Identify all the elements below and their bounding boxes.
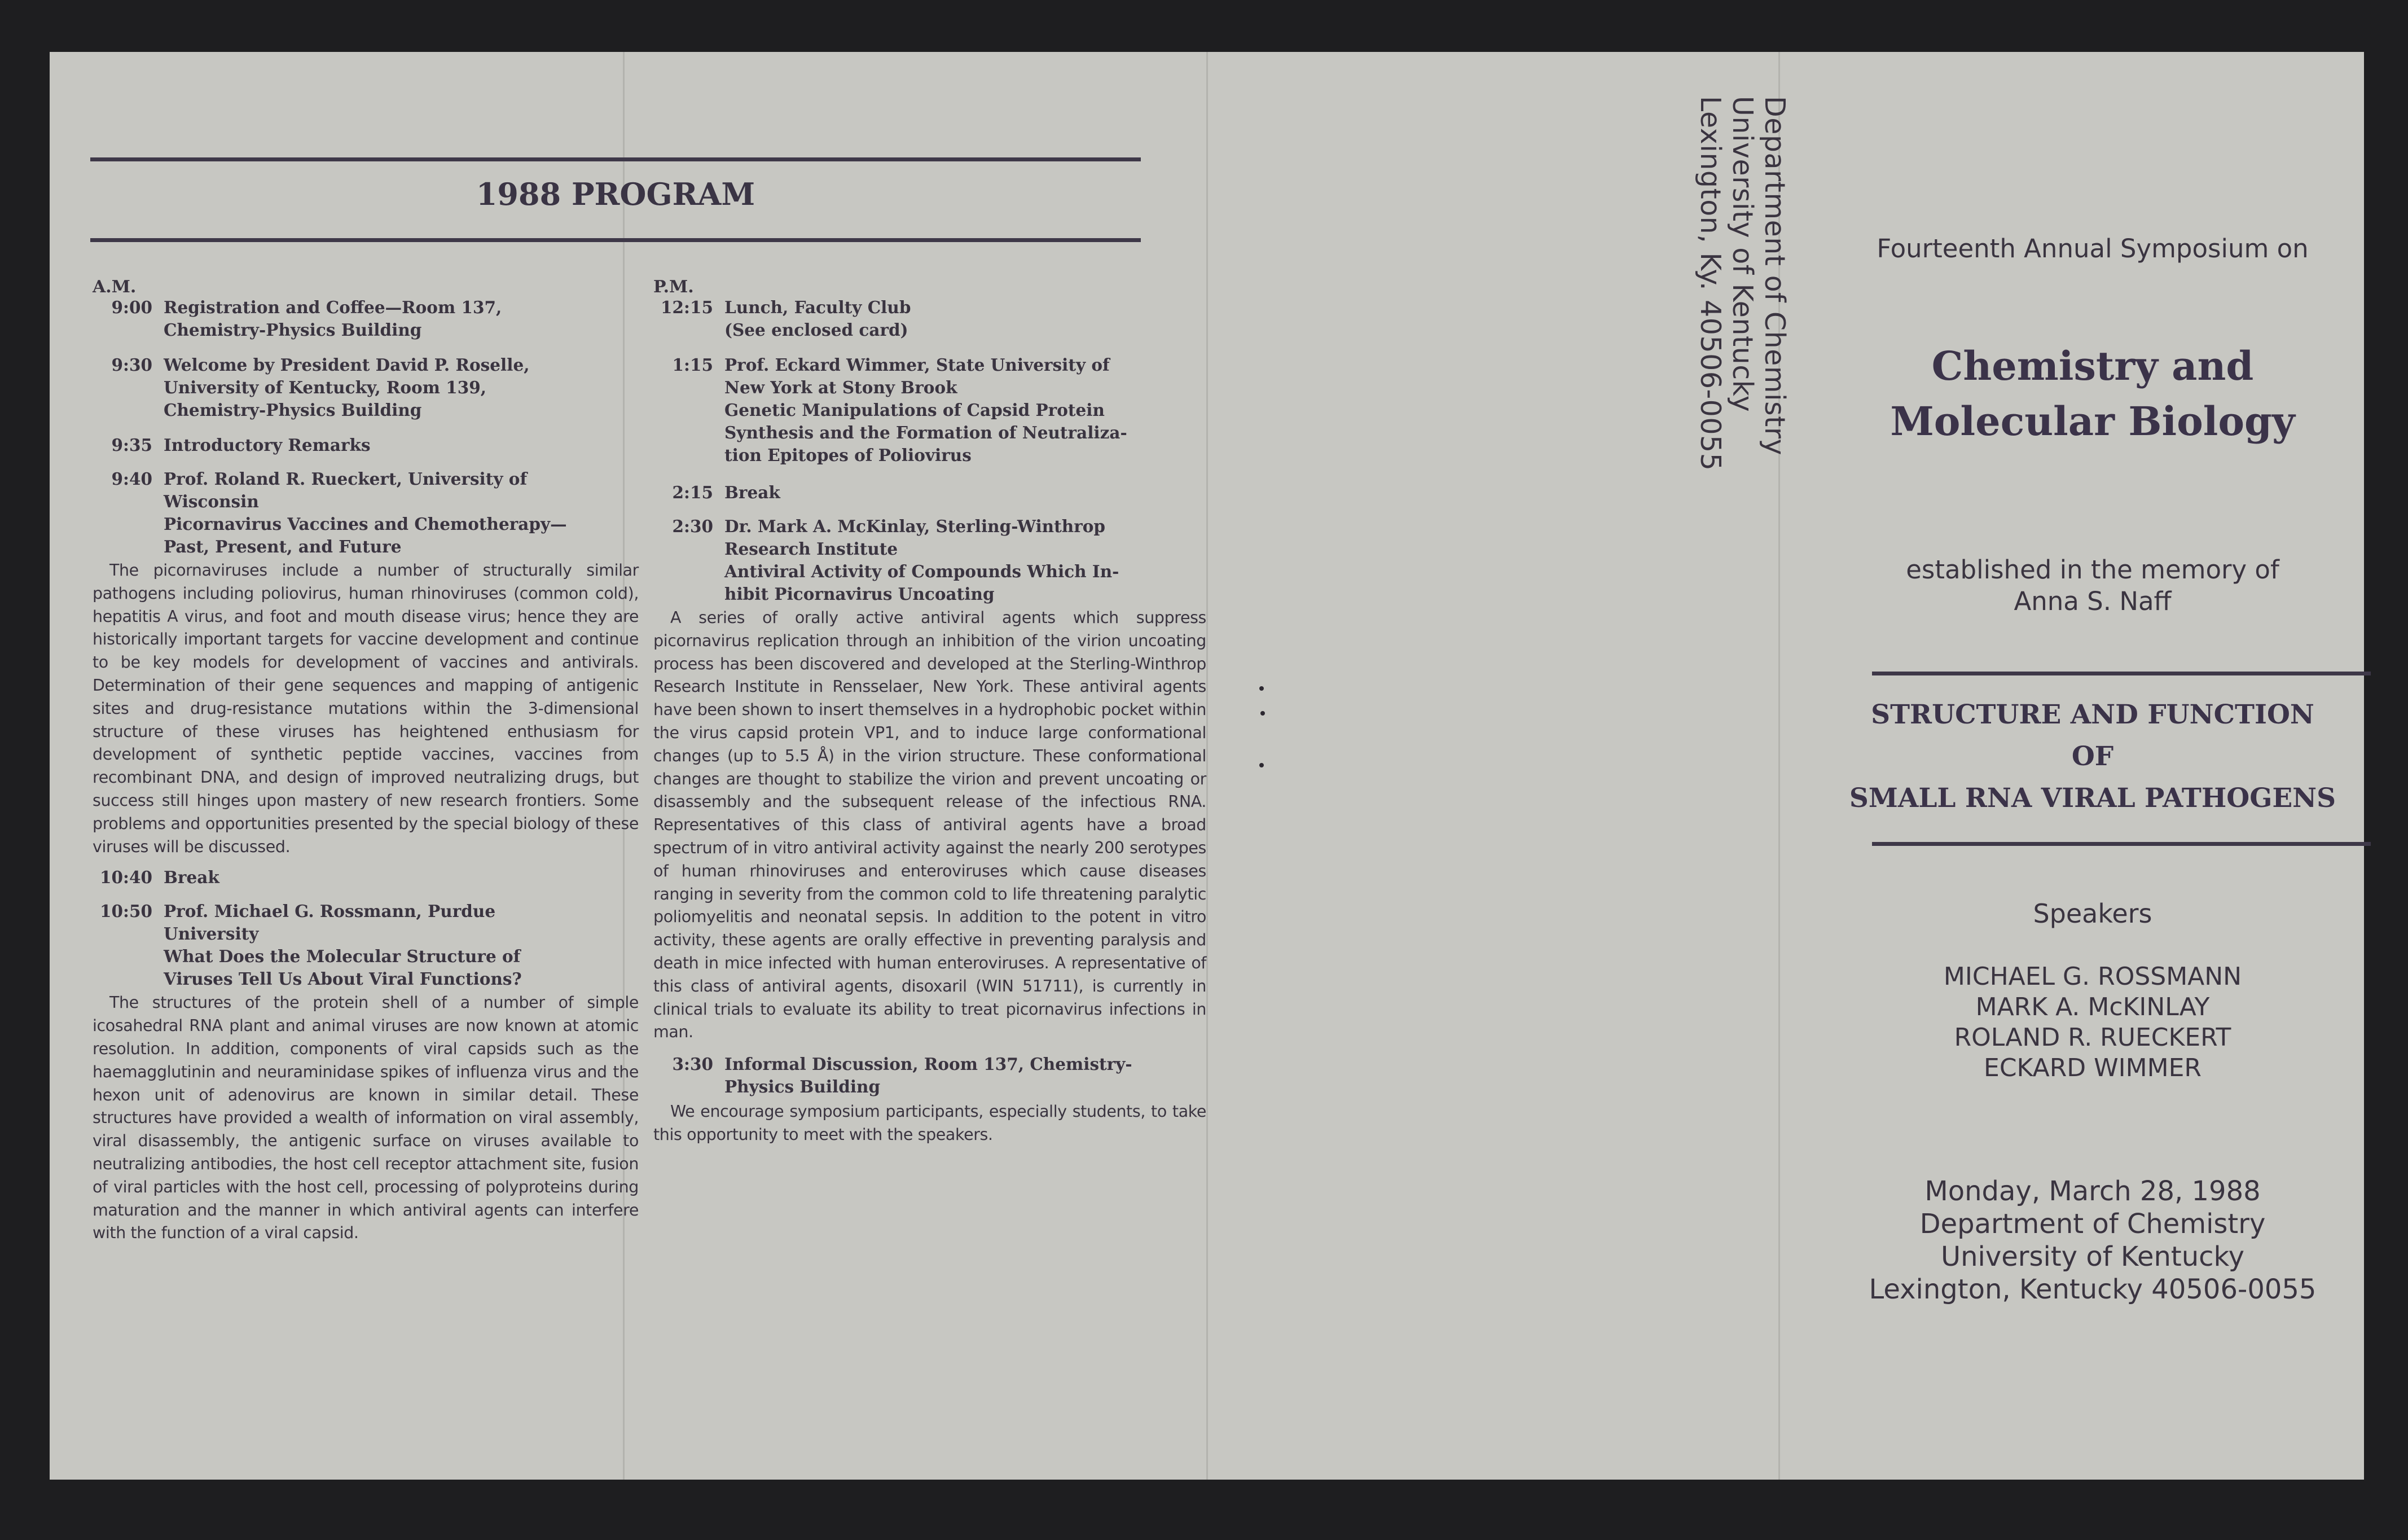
schedule-time: 9:00 — [111, 297, 152, 317]
brochure-sheet — [50, 52, 2364, 1480]
speakers-label: Speakers — [2033, 898, 2152, 929]
memorial-line: Anna S. Naff — [2014, 586, 2172, 616]
program-title: 1988 PROGRAM — [476, 176, 755, 212]
speaker-name: ROLAND R. RUECKERT — [1954, 1023, 2231, 1052]
speaker-name: MICHAEL G. ROSSMANN — [1943, 962, 2242, 991]
subtitle-line: OF — [2071, 741, 2114, 772]
punch-mark — [1259, 763, 1264, 767]
address-line: Department of Chemistry — [1759, 96, 1791, 456]
schedule-time: 12:15 — [661, 297, 713, 317]
schedule-line: Welcome by President David P. Roselle, — [164, 355, 530, 375]
schedule-line: Prof. Roland R. Rueckert, University of — [164, 469, 528, 489]
schedule-item — [653, 296, 1206, 341]
schedule-item — [93, 900, 639, 990]
schedule-line: hibit Picornavirus Uncoating — [724, 584, 995, 604]
subtitle-bottom-rule — [1872, 842, 2371, 846]
schedule-time: 3:30 — [672, 1054, 713, 1074]
pm-column — [653, 276, 1206, 1147]
schedule-line: Registration and Coffee—Room 137, — [164, 297, 502, 317]
punch-mark — [1260, 711, 1265, 716]
schedule-item — [93, 296, 639, 341]
schedule-item — [93, 468, 639, 558]
symposium-subtitle — [1821, 694, 2364, 819]
cover-title-line: Chemistry and — [1931, 343, 2254, 389]
schedule-line: Chemistry-Physics Building — [164, 320, 422, 340]
abstract-mckinlay: A series of orally active antiviral agents which suppress picornavirus replication through an inhibition of the virion uncoating process has been discovered and developed at the Sterling-Winthrop Research Institute in Rensselaer, New York. These antiviral agents have been shown to insert themselves in a hydrophobic pocket within the virus capsid protein VP1, and to induce large conformational changes (up to 5.5 Å) in the virion structure. These conformational changes are thought to stabilize the virion and prevent uncoating or disassembly and the subsequent release of the infectious RNA. Representatives of this class of antiviral agents have a broad spectrum of in vitro antiviral activity against the nearly 200 serotypes of human rhinoviruses and enteroviruses which cause diseases ranging in severity from the common cold to life threatening paralytic poliomyelitis and neonatal sepsis. In addition to the potent in vitro activity, these agents are orally effective in preventing paralysis and death in mice infected with human enteroviruses. A representative of this class of antiviral agents, disoxaril (WIN 51711), is currently in clinical trials to evaluate its ability to treat picornavirus infections in man. — [653, 608, 1206, 1042]
schedule-time: 10:50 — [100, 901, 152, 922]
schedule-item — [93, 866, 639, 889]
schedule-time: 10:40 — [100, 867, 152, 888]
event-line: Department of Chemistry — [1919, 1208, 2266, 1240]
speakers-list — [1821, 962, 2364, 1083]
abstract-rossmann: The structures of the protein shell of a number of simple icosahedral RNA plant and animal viruses are now known at atomic resolution. In addition, components of viral capsids such as the haemagglutinin and neuraminidase spikes of influenza virus and the hexon unit of adenovirus are known in similar detail. These structures have provided a wealth of information on viral assembly, viral disassembly, the antigenic surface on viruses available to neutralizing antibodies, the host cell receptor attachment site, fusion of viral particles with the host cell, processing of polyproteins during maturation and the manner in which antiviral agents can interfere with the function of a viral capsid. — [93, 993, 639, 1243]
schedule-line: Break — [164, 867, 219, 888]
schedule-line: Physics Building — [724, 1077, 881, 1097]
schedule-line: Research Institute — [724, 539, 898, 559]
return-address — [1610, 96, 1791, 471]
schedule-line: What Does the Molecular Structure of — [164, 946, 521, 967]
subtitle-line: STRUCTURE AND FUNCTION — [1871, 699, 2314, 730]
subtitle-top-rule — [1872, 672, 2371, 675]
schedule-line: Genetic Manipulations of Capsid Protein — [724, 400, 1105, 420]
schedule-line: University — [164, 924, 259, 944]
am-column — [93, 276, 639, 1245]
fold-line — [1206, 52, 1208, 1480]
abstract-rueckert: The picornaviruses include a number of structurally similar pathogens including poliovirus, human rhinoviruses (common cold), hepatitis A virus, and foot and mouth disease virus; hence they are historically important targets for vaccine development and continue to be key models for development of vaccines and antivirals. Determination of their gene sequences and mapping of antigenic sites and drug-resistance mutations within the 3-dimensional structure of these viruses has heightened enthusiasm for development of synthetic peptide vaccines, vaccines from recombinant DNA, and design of improved neutralizing drugs, but success still hinges upon mastery of new research frontiers. Some problems and opportunities presented by the special biology of these viruses will be discussed. — [93, 561, 639, 856]
schedule-item — [93, 434, 639, 457]
schedule-time: 1:15 — [672, 355, 713, 375]
event-details — [1821, 1175, 2364, 1306]
schedule-line: Dr. Mark A. McKinlay, Sterling-Winthrop — [724, 516, 1106, 536]
punch-mark — [1259, 686, 1264, 691]
schedule-line: Prof. Michael G. Rossmann, Purdue — [164, 901, 496, 922]
schedule-line: Wisconsin — [164, 492, 259, 511]
address-line: Lexington, Ky. 40506-0055 — [1694, 96, 1726, 471]
schedule-line: Viruses Tell Us About Viral Functions? — [164, 969, 522, 989]
schedule-line: Break — [724, 482, 780, 502]
schedule-time: 9:40 — [111, 469, 152, 489]
schedule-line: Chemistry-Physics Building — [164, 400, 422, 420]
schedule-item — [93, 354, 639, 422]
schedule-line: tion Epitopes of Poliovirus — [724, 445, 972, 465]
schedule-line: (See enclosed card) — [724, 320, 908, 340]
schedule-line: University of Kentucky, Room 139, — [164, 378, 487, 397]
cover-title — [1821, 339, 2364, 449]
speaker-name: ECKARD WIMMER — [1984, 1054, 2202, 1082]
am-label: A.M. — [93, 277, 137, 297]
schedule-item — [653, 515, 1206, 606]
schedule-line: Antiviral Activity of Compounds Which In- — [724, 561, 1119, 581]
program-top-rule — [90, 157, 1141, 161]
schedule-line: Synthesis and the Formation of Neutraliza- — [724, 423, 1127, 442]
schedule-line: Introductory Remarks — [164, 435, 371, 455]
schedule-time: 2:15 — [672, 482, 713, 502]
schedule-line: Informal Discussion, Room 137, Chemistry- — [724, 1054, 1132, 1074]
symposium-heading: Fourteenth Annual Symposium on — [1877, 234, 2309, 264]
closing-note: We encourage symposium participants, especially students, to take this opportunity to meet with the speakers. — [653, 1102, 1206, 1144]
memorial-line: established in the memory of — [1906, 555, 2279, 585]
speaker-name: MARK A. McKINLAY — [1975, 993, 2210, 1021]
schedule-line: Picornavirus Vaccines and Chemotherapy— — [164, 514, 567, 534]
schedule-time: 9:30 — [111, 355, 152, 375]
subtitle-line: SMALL RNA VIRAL PATHOGENS — [1849, 783, 2336, 814]
schedule-line: Lunch, Faculty Club — [724, 297, 911, 317]
event-line: Monday, March 28, 1988 — [1924, 1175, 2261, 1207]
schedule-time: 2:30 — [672, 516, 713, 536]
schedule-line: New York at Stony Brook — [724, 378, 957, 397]
memorial-dedication — [1821, 554, 2364, 617]
schedule-line: Prof. Eckard Wimmer, State University of — [724, 355, 1110, 375]
schedule-time: 9:35 — [111, 435, 152, 455]
schedule-line: Past, Present, and Future — [164, 537, 402, 556]
program-bottom-rule — [90, 238, 1141, 242]
cover-title-line: Molecular Biology — [1890, 398, 2295, 445]
event-line: University of Kentucky — [1940, 1241, 2245, 1273]
pm-label: P.M. — [653, 277, 694, 297]
event-line: Lexington, Kentucky 40506-0055 — [1869, 1274, 2317, 1305]
schedule-item — [653, 481, 1206, 504]
address-line: University of Kentucky — [1726, 96, 1759, 413]
schedule-item — [653, 354, 1206, 467]
schedule-item — [653, 1053, 1206, 1098]
